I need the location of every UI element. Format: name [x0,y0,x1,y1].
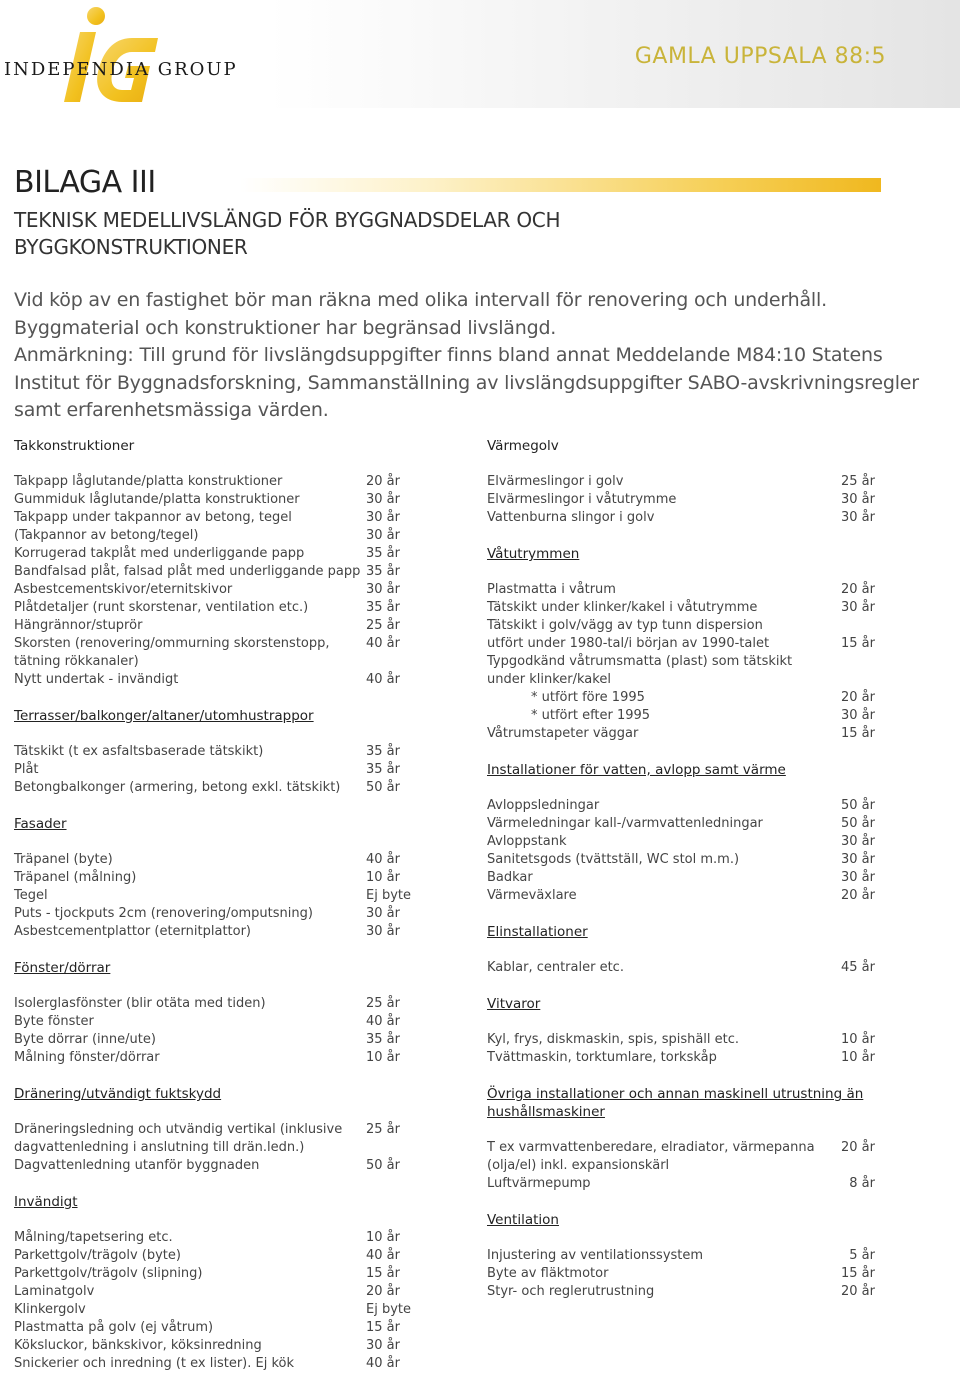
section-spacer [487,455,887,473]
lifespan-row [14,671,434,689]
component-label: Våtrumstapeter väggar [487,726,639,741]
lifespan-row [14,1247,434,1265]
lifespan-value: 30 år [841,600,875,615]
lifespan-row [14,1157,434,1175]
component-label: Laminatgolv [14,1284,95,1299]
component-label: Snickerier och inredning (t ex lister). Ej kök [14,1356,295,1371]
lifespan-row [487,1247,887,1265]
component-label: Byte dörrar (inne/ute) [14,1032,156,1047]
lifespan-row [487,491,887,509]
component-label: Plastmatta på golv (ej våtrum) [14,1320,214,1335]
section-heading-installationer-for-vatten-avlopp-samt-va: Installationer för vatten, avlopp samt värme [487,762,786,778]
section-heading-vatutrymmen: Våtutrymmen [487,546,580,562]
component-label: Värmeväxlare [487,888,577,903]
lifespan-row [487,815,887,833]
left-column [14,437,434,1373]
component-label: Takpapp låglutande/platta konstruktioner [14,474,283,489]
lifespan-value: 45 år [841,960,875,975]
section-spacer [14,689,434,707]
section-spacer [487,743,887,761]
component-label: Plastmatta i våtrum [487,582,616,597]
component-label: Injustering av ventilationssystem [487,1248,704,1263]
component-label: Puts - tjockputs 2cm (renovering/omputsning) [14,906,313,921]
lifespan-value: 50 år [366,780,400,795]
section-heading-varmegolv: Värmegolv [487,438,559,454]
lifespan-value: 50 år [841,816,875,831]
section-spacer [14,797,434,815]
lifespan-value: 10 år [366,1050,400,1065]
lifespan-value: 10 år [841,1032,875,1047]
component-label: Värmeledningar kall-/varmvattenledningar [487,816,763,831]
lifespan-row [487,1139,887,1175]
section-spacer [487,563,887,581]
lifespan-value: 35 år [366,564,400,579]
component-label: Klinkergolv [14,1302,86,1317]
section-spacer [14,1175,434,1193]
lifespan-value: 15 år [366,1320,400,1335]
intro-line-1: Vid köp av en fastighet bör man räkna med olika intervall för renovering och underhåll. Byggmaterial och konstruktioner har begränsad livslängd. [14,289,827,339]
section-heading-invandigt: Invändigt [14,1194,78,1210]
section-spacer [487,527,887,545]
lifespan-row [487,1265,887,1283]
lifespan-value: 10 år [366,870,400,885]
component-label: Dagvattenledning utanför byggnaden [14,1158,260,1173]
lifespan-value: 20 år [366,1284,400,1299]
component-label: Avloppsledningar [487,798,600,813]
component-label: Tvättmaskin, torktumlare, torkskåp [487,1050,717,1065]
section-heading-takkonstruktioner: Takkonstruktioner [14,438,135,454]
section-spacer [487,1121,887,1139]
lifespan-row [487,1283,887,1301]
lifespan-row [14,1031,434,1049]
lifespan-value: 30 år [366,510,400,525]
lifespan-value: 30 år [841,834,875,849]
component-label: T ex varmvattenberedare, elradiator, värmepanna (olja/el) inkl. expansionskärl [487,1140,815,1173]
lifespan-row [14,851,434,869]
lifespan-row [487,617,887,635]
lifespan-value: 20 år [841,690,875,705]
lifespan-row [14,923,434,941]
lifespan-row [487,635,887,653]
component-label: Luftvärmepump [487,1176,591,1191]
ig-logo-icon [50,2,170,106]
component-label: Gummiduk låglutande/platta konstruktioner [14,492,300,507]
lifespan-row [14,1049,434,1067]
page-title: BILAGA III [14,165,156,200]
component-label: * utfört före 1995 [531,690,645,705]
lifespan-value: 35 år [366,600,400,615]
right-column [487,437,887,1301]
component-label: Dräneringsledning och utvändig vertikal (inklusive dagvattenledning i anslutning till drän.ledn.) [14,1122,343,1155]
title-accent-bar [240,178,881,192]
component-label: Elvärmeslingor i våtutrymme [487,492,677,507]
lifespan-row [14,563,434,581]
lifespan-row [14,1301,434,1319]
lifespan-row [14,743,434,761]
component-label: Byte fönster [14,1014,94,1029]
lifespan-value: 30 år [366,924,400,939]
component-label: Kyl, frys, diskmaskin, spis, spishäll etc. [487,1032,740,1047]
intro-text [14,287,944,425]
section-spacer [14,1067,434,1085]
component-label: Vattenburna slingor i golv [487,510,655,525]
section-heading-fasader: Fasader [14,816,67,832]
component-label: Tegel [14,888,48,903]
lifespan-row [487,599,887,617]
lifespan-row [487,1031,887,1049]
lifespan-row [14,599,434,617]
component-label: * utfört efter 1995 [531,708,651,723]
lifespan-row [487,959,887,977]
lifespan-value: 8 år [849,1176,875,1191]
lifespan-row [14,887,434,905]
section-heading-ovriga-installationer-och-annan-maskinel: Övriga installationer och annan maskinell utrustning än hushållsmaskiner [487,1086,864,1120]
lifespan-row [487,725,887,743]
lifespan-value: 35 år [366,1032,400,1047]
component-label: (Takpannor av betong/tegel) [14,528,199,543]
lifespan-row [487,653,887,689]
lifespan-value: 30 år [366,492,400,507]
section-spacer [14,833,434,851]
section-heading-dranering-utvandigt-fuktskydd: Dränering/utvändigt fuktskydd [14,1086,222,1102]
component-label: Köksluckor, bänkskivor, köksinredning [14,1338,262,1353]
lifespan-row [14,527,434,545]
component-label: Badkar [487,870,533,885]
component-label: Träpanel (målning) [14,870,137,885]
lifespan-value: 20 år [841,582,875,597]
section-heading-elinstallationer: Elinstallationer [487,924,588,940]
lifespan-row [14,1337,434,1355]
lifespan-row [14,545,434,563]
component-label: Tätskikt under klinker/kakel i våtutrymme [487,600,758,615]
lifespan-value: 50 år [841,798,875,813]
intro-line-2: Anmärkning: Till grund för livslängdsuppgifter finns bland annat Meddelande M84:10 Statens Institut för Byggnadsforskning, Sammanställning av livslängdsuppgifter SABO-avskrivningsregler samt erfarenhetsmässiga värden. [14,344,919,421]
lifespan-row [487,581,887,599]
lifespan-value: 25 år [366,1122,400,1137]
lifespan-value: 35 år [366,546,400,561]
lifespan-value: 10 år [366,1230,400,1245]
lifespan-value: 40 år [366,852,400,867]
component-label: Parkettgolv/trägolv (slipning) [14,1266,203,1281]
lifespan-value: 25 år [841,474,875,489]
section-heading-terrasser-balkonger-altaner-utomhustrapp: Terrasser/balkonger/altaner/utomhustrappor [14,708,314,724]
component-label: Målning/tapetsering etc. [14,1230,173,1245]
component-label: Tätskikt i golv/vägg av typ tunn dispersion [487,618,763,633]
section-spacer [14,1103,434,1121]
lifespan-row [487,833,887,851]
section-spacer [14,725,434,743]
lifespan-row [14,473,434,491]
component-label: Typgodkänd våtrumsmatta (plast) som tätskikt under klinker/kakel [487,654,793,687]
lifespan-row [14,1319,434,1337]
lifespan-row [14,1229,434,1247]
component-label: Träpanel (byte) [14,852,113,867]
lifespan-row [14,995,434,1013]
lifespan-value: Ej byte [366,1302,411,1317]
component-label: Målning fönster/dörrar [14,1050,160,1065]
section-spacer [14,977,434,995]
lifespan-row [14,905,434,923]
lifespan-row [14,491,434,509]
lifespan-value: 30 år [841,870,875,885]
page-subtitle: TEKNISK MEDELLIVSLÄNGD FÖR BYGGNADSDELAR OCH BYGGKONSTRUKTIONER [14,208,561,259]
company-name: INDEPENDIA GROUP [4,59,238,80]
component-label: Skorsten (renovering/ommurning skorstenstopp, tätning rökkanaler) [14,636,330,669]
lifespan-row [487,851,887,869]
lifespan-value: 30 år [841,708,875,723]
lifespan-value: Ej byte [366,888,411,903]
lifespan-row [487,869,887,887]
lifespan-value: 20 år [841,888,875,903]
lifespan-value: 30 år [366,1338,400,1353]
section-spacer [487,977,887,995]
section-spacer [487,779,887,797]
component-label: Avloppstank [487,834,567,849]
section-spacer [487,1229,887,1247]
component-label: Parkettgolv/trägolv (byte) [14,1248,181,1263]
component-label: Styr- och reglerutrustning [487,1284,655,1299]
component-label: Betongbalkonger (armering, betong exkl. tätskikt) [14,780,341,795]
component-label: Bandfalsad plåt, falsad plåt med underliggande papp [14,564,361,579]
lifespan-row [14,635,434,671]
lifespan-row [487,473,887,491]
section-spacer [487,1193,887,1211]
component-label: Sanitetsgods (tvättställ, WC stol m.m.) [487,852,740,867]
lifespan-value: 35 år [366,744,400,759]
lifespan-value: 15 år [366,1266,400,1281]
lifespan-value: 30 år [366,528,400,543]
lifespan-value: 15 år [841,1266,875,1281]
lifespan-value: 50 år [366,1158,400,1173]
component-label: Nytt undertak - invändigt [14,672,179,687]
section-heading-fonster-dorrar: Fönster/dörrar [14,960,111,976]
lifespan-row [14,761,434,779]
component-label: Korrugerad takplåt med underliggande papp [14,546,305,561]
lifespan-row [14,869,434,887]
lifespan-value: 30 år [841,492,875,507]
lifespan-value: 20 år [366,474,400,489]
lifespan-value: 10 år [841,1050,875,1065]
lifespan-value: 20 år [841,1140,875,1155]
lifespan-row [487,1175,887,1193]
component-label: Hängrännor/stuprör [14,618,143,633]
lifespan-row [487,689,887,707]
component-label: Byte av fläktmotor [487,1266,609,1281]
lifespan-value: 40 år [366,1248,400,1263]
component-label: Plåt [14,762,39,777]
section-spacer [14,455,434,473]
component-label: Plåtdetaljer (runt skorstenar, ventilation etc.) [14,600,309,615]
lifespan-value: 30 år [841,510,875,525]
lifespan-row [14,1265,434,1283]
component-label: Tätskikt (t ex asfaltsbaserade tätskikt) [14,744,264,759]
lifespan-row [487,1049,887,1067]
lifespan-value: 15 år [841,726,875,741]
section-spacer [14,941,434,959]
section-spacer [487,905,887,923]
lifespan-value: 40 år [366,636,400,651]
page-header [0,0,960,108]
lifespan-value: 40 år [366,1356,400,1371]
section-spacer [487,1067,887,1085]
lifespan-row [14,617,434,635]
lifespan-row [14,1355,434,1373]
section-spacer [487,941,887,959]
lifespan-value: 25 år [366,996,400,1011]
lifespan-row [14,509,434,527]
document-code: GAMLA UPPSALA 88:5 [634,44,886,69]
component-label: Kablar, centraler etc. [487,960,624,975]
lifespan-row [487,887,887,905]
section-heading-ventilation: Ventilation [487,1212,559,1228]
lifespan-value: 20 år [841,1284,875,1299]
lifespan-row [487,509,887,527]
section-spacer [487,1013,887,1031]
lifespan-value: 15 år [841,636,875,651]
component-label: Asbestcementskivor/eternitskivor [14,582,233,597]
component-label: Elvärmeslingor i golv [487,474,624,489]
component-label: Asbestcementplattor (eternitplattor) [14,924,252,939]
section-heading-vitvaror: Vitvaror [487,996,541,1012]
lifespan-row [14,779,434,797]
lifespan-row [14,1121,434,1157]
lifespan-value: 25 år [366,618,400,633]
lifespan-value: 30 år [366,906,400,921]
lifespan-row [14,1283,434,1301]
lifespan-value: 40 år [366,1014,400,1029]
lifespan-row [14,581,434,599]
section-spacer [14,1211,434,1229]
lifespan-value: 35 år [366,762,400,777]
lifespan-value: 40 år [366,672,400,687]
lifespan-value: 5 år [849,1248,875,1263]
component-label: Takpapp under takpannor av betong, tegel [14,510,292,525]
lifespan-value: 30 år [841,852,875,867]
component-label: Isolerglasfönster (blir otäta med tiden) [14,996,266,1011]
lifespan-row [14,1013,434,1031]
component-label: utfört under 1980-tal/i början av 1990-talet [487,636,770,651]
lifespan-value: 30 år [366,582,400,597]
lifespan-row [487,707,887,725]
lifespan-row [487,797,887,815]
